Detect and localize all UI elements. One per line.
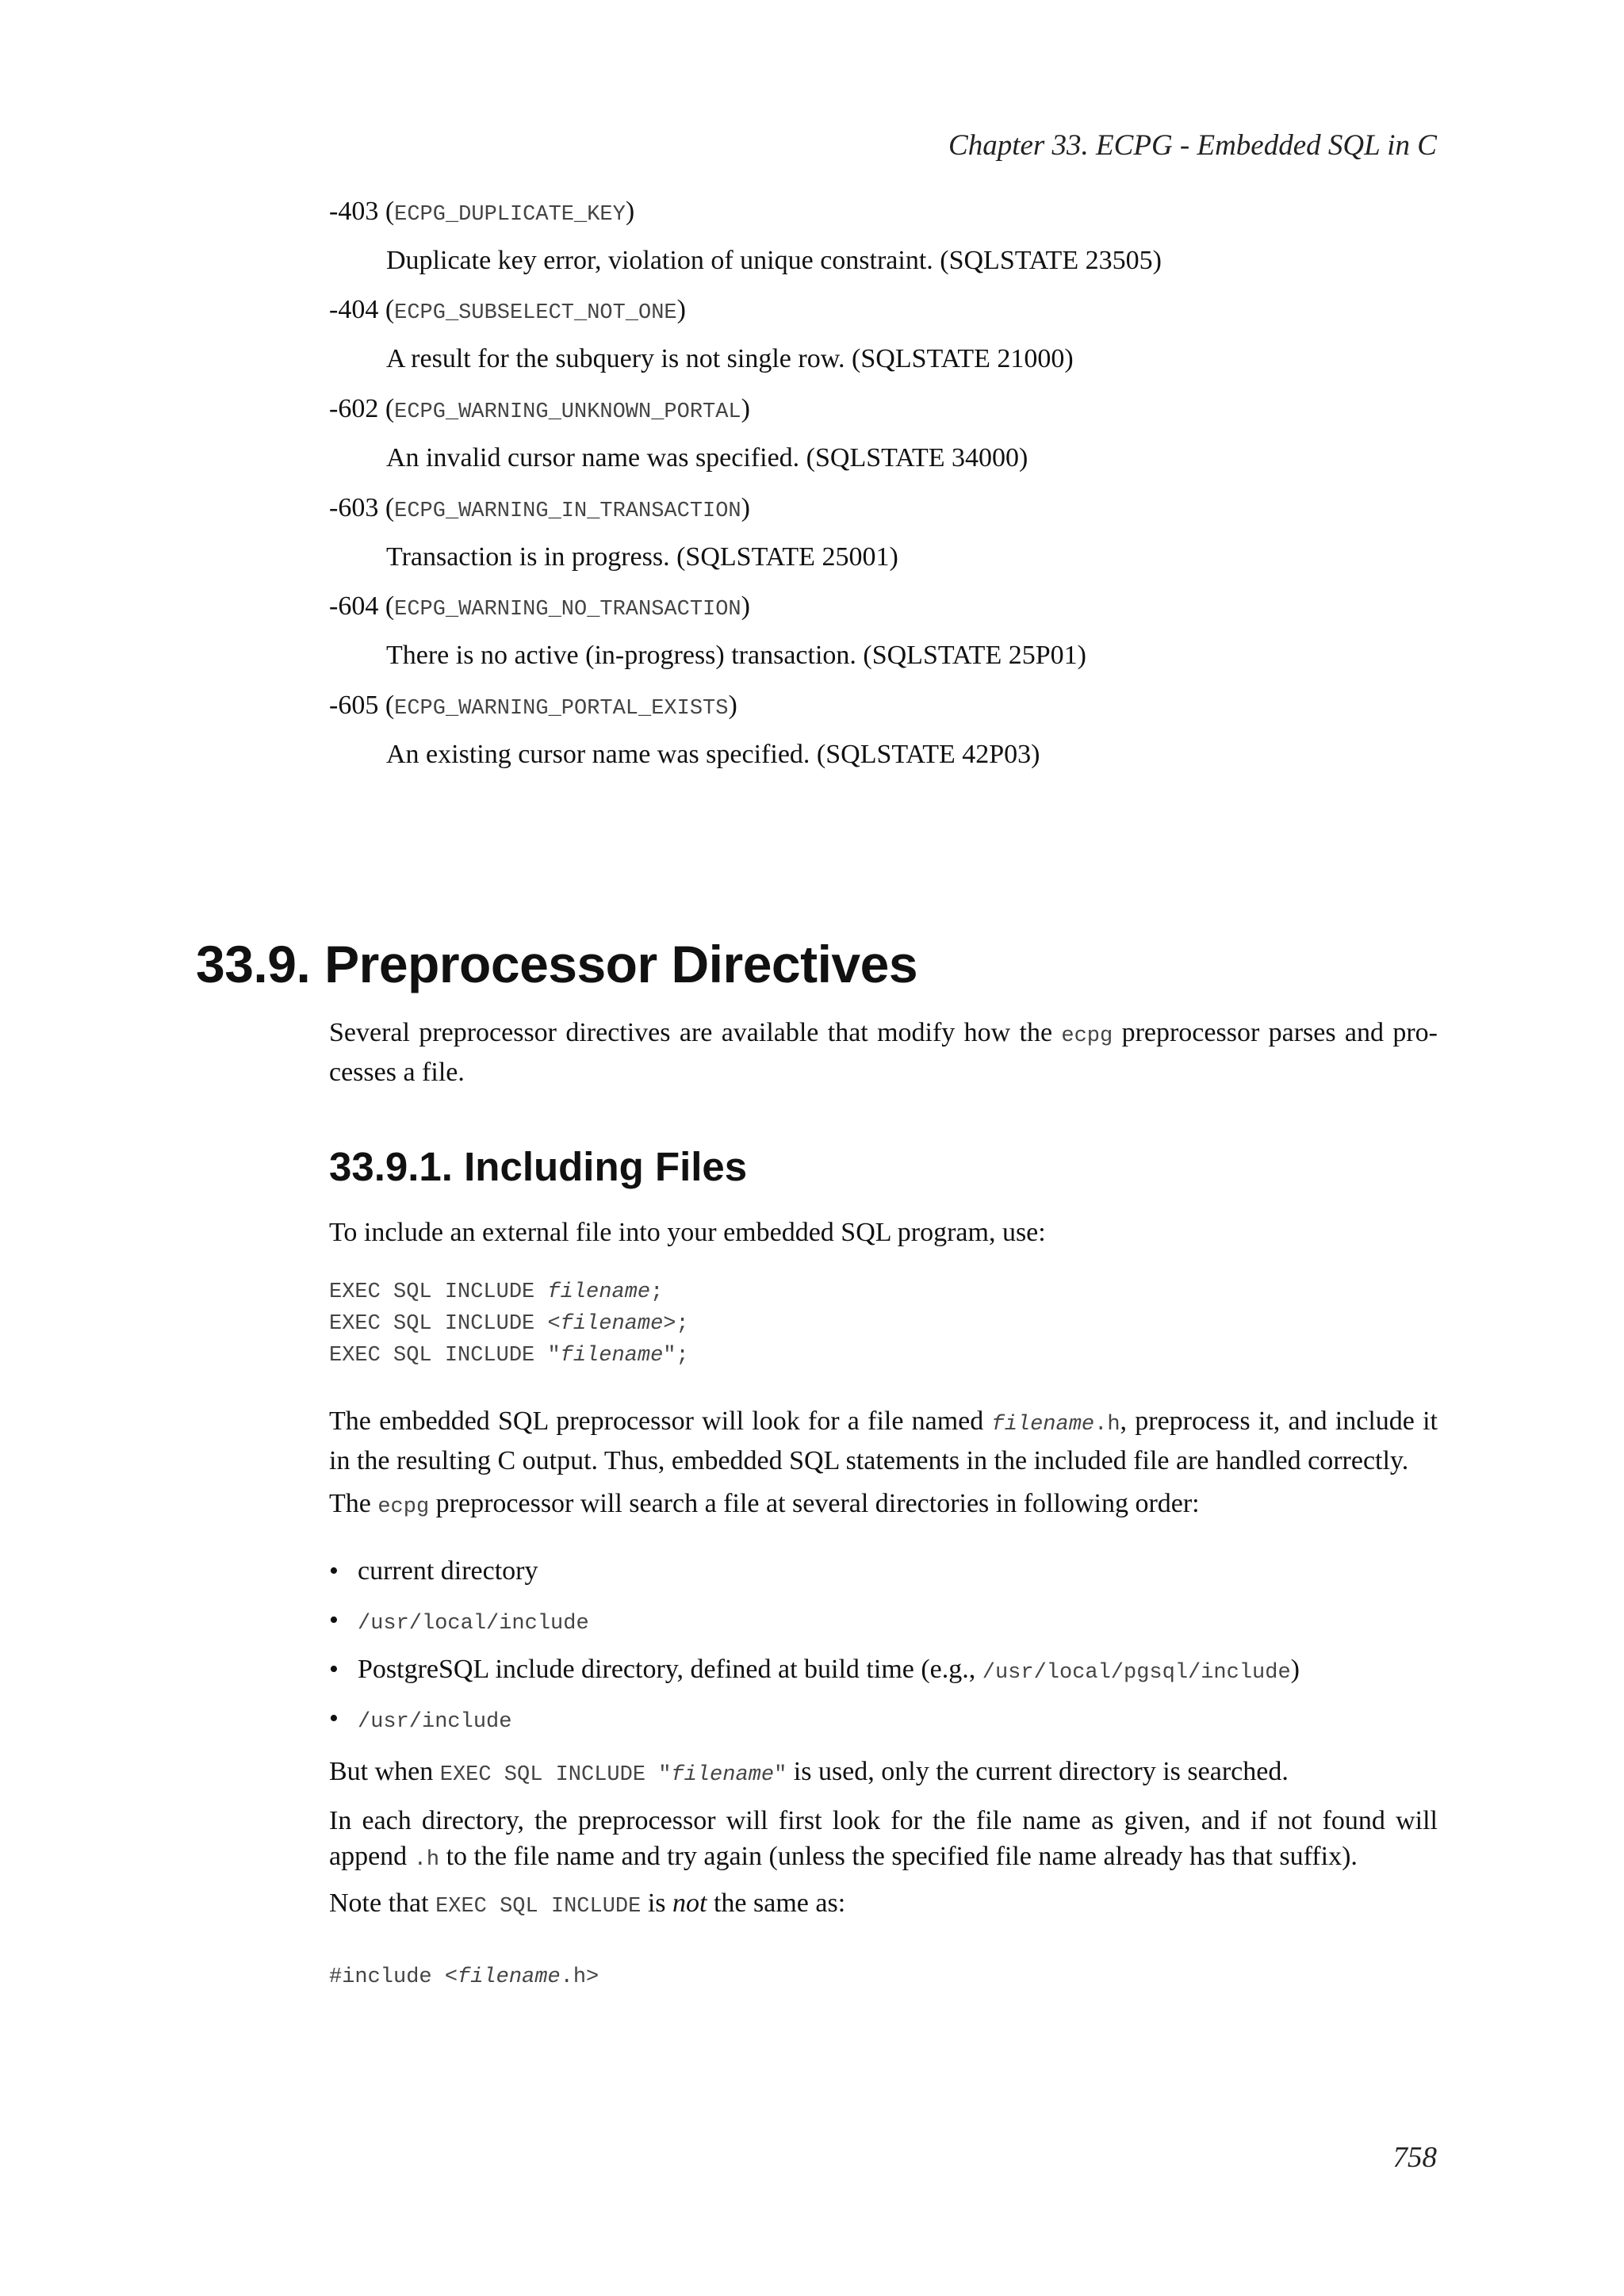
list-text: PostgreSQL include directory, defined at build time (e.g.,	[358, 1655, 982, 1684]
error-name: ECPG_WARNING_PORTAL_EXISTS	[394, 697, 729, 721]
error-code-item: -403 (ECPG_DUPLICATE_KEY)	[329, 197, 635, 227]
text: The	[329, 1489, 378, 1518]
error-description: An invalid cursor name was specified. (SQLSTATE 34000)	[386, 443, 1028, 473]
error-code: -602	[329, 394, 379, 423]
inline-code: EXEC SQL INCLUDE	[435, 1895, 642, 1919]
error-description: A result for the subquery is not single row. (SQLSTATE 21000)	[386, 344, 1074, 373]
error-code: -604	[329, 591, 379, 621]
text: preprocessor will search a file at several directories in following order:	[429, 1489, 1200, 1518]
error-description: Duplicate key error, violation of unique constraint. (SQLSTATE 23505)	[386, 246, 1162, 275]
paragraph-search-order	[329, 1486, 1438, 1525]
error-code-item: -605 (ECPG_WARNING_PORTAL_EXISTS)	[329, 691, 737, 721]
list-code: /usr/local/include	[358, 1612, 589, 1636]
emphasis: not	[672, 1888, 707, 1918]
error-name: ECPG_SUBSELECT_NOT_ONE	[394, 301, 677, 325]
section-intro	[329, 1015, 1438, 1090]
error-name: ECPG_WARNING_IN_TRANSACTION	[394, 499, 741, 523]
error-code-item: -604 (ECPG_WARNING_NO_TRANSACTION)	[329, 591, 750, 622]
error-description: Transaction is in progress. (SQLSTATE 25001)	[386, 542, 898, 572]
text: , preprocess it, and include it in the resulting C output. Thus, embedded SQL statements in the included file are handled correctly.	[329, 1406, 1438, 1475]
paragraph-lookup	[329, 1403, 1438, 1479]
inline-code: EXEC SQL INCLUDE "filename"	[439, 1763, 787, 1787]
page-number: 758	[1392, 2141, 1437, 2174]
paragraph-quoted-include: But when EXEC SQL INCLUDE "filename" is used, only the current directory is searched.	[329, 1757, 1289, 1787]
bullet-dot: •	[329, 1605, 339, 1635]
list-code: /usr/local/pgsql/include	[982, 1661, 1291, 1685]
error-code: -403	[329, 197, 379, 226]
list-text: current directory	[358, 1556, 538, 1586]
paragraph-use: To include an external file into your embedded SQL program, use:	[329, 1218, 1046, 1247]
error-code: -404	[329, 295, 379, 324]
inline-code: filename.h	[991, 1413, 1120, 1437]
text: The embedded SQL preprocessor will look for a file named	[329, 1406, 992, 1436]
error-name: ECPG_DUPLICATE_KEY	[394, 203, 626, 227]
error-code-item: -603 (ECPG_WARNING_IN_TRANSACTION)	[329, 493, 750, 523]
bullet-dot: •	[329, 1704, 339, 1733]
section-title: 33.9. Preprocessor Directives	[196, 935, 918, 993]
error-code-item: -404 (ECPG_SUBSELECT_NOT_ONE)	[329, 295, 686, 325]
error-code-item: -602 (ECPG_WARNING_UNKNOWN_PORTAL)	[329, 394, 750, 424]
code-line: EXEC SQL INCLUDE "filename";	[329, 1344, 689, 1368]
code-block-c-include: #include <filename.h>	[329, 1965, 599, 1989]
intro-code: ecpg	[1061, 1024, 1113, 1048]
running-header: Chapter 33. ECPG - Embedded SQL in C	[948, 129, 1437, 162]
error-name: ECPG_WARNING_NO_TRANSACTION	[394, 598, 741, 622]
error-code: -605	[329, 691, 379, 720]
bullet-dot: •	[329, 1556, 339, 1586]
bullet-dot: •	[329, 1655, 339, 1684]
code-line: EXEC SQL INCLUDE <filename>;	[329, 1312, 689, 1336]
intro-text: Several preprocessor directives are available that modify how the	[329, 1018, 1062, 1047]
code-block-include	[329, 1276, 689, 1372]
list-item	[329, 1704, 511, 1734]
subsection-title: 33.9.1. Including Files	[329, 1144, 748, 1189]
list-item: • PostgreSQL include directory, defined at build time (e.g., /usr/local/pgsql/include)	[329, 1655, 1300, 1685]
paragraph-each-directory: In each directory, the preprocessor will first look for the file name as given, and if not found will append .h to the file name and try again (unless the specified file name already has that suffix).	[329, 1806, 1438, 1872]
code-line: EXEC SQL INCLUDE filename;	[329, 1280, 664, 1304]
inline-code: ecpg	[377, 1495, 430, 1519]
list-code: /usr/include	[358, 1710, 512, 1734]
error-name: ECPG_WARNING_UNKNOWN_PORTAL	[394, 400, 741, 424]
list-item	[329, 1556, 538, 1586]
inline-code: .h	[413, 1848, 440, 1872]
intro-text-end: preprocessor parses and pro-cesses a file.	[329, 1018, 1438, 1087]
paragraph-note: Note that EXEC SQL INCLUDE is not the same as:	[329, 1888, 846, 1919]
list-item	[329, 1605, 589, 1636]
error-description: An existing cursor name was specified. (SQLSTATE 42P03)	[386, 740, 1040, 769]
error-description: There is no active (in-progress) transaction. (SQLSTATE 25P01)	[386, 641, 1086, 670]
error-code: -603	[329, 493, 379, 522]
